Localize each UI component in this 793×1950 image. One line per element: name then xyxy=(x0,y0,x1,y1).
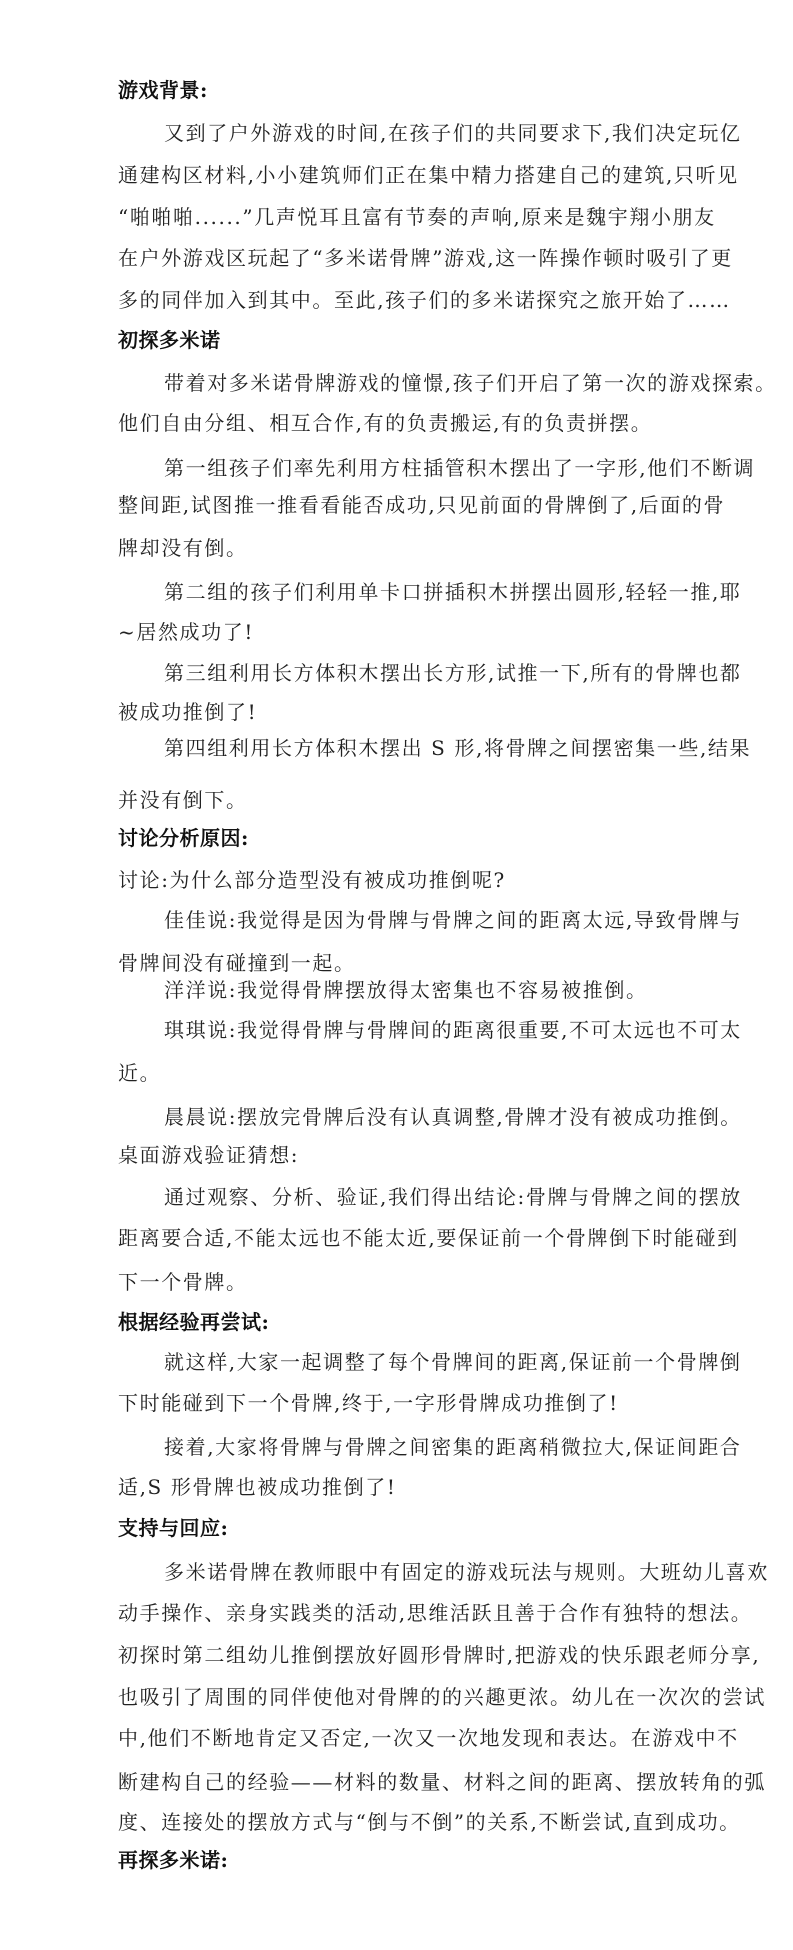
paragraph-line: 下一个骨牌。 xyxy=(118,1270,248,1294)
paragraph-line: 接着,大家将骨牌与骨牌之间密集的距离稍微拉大,保证间距合 xyxy=(164,1435,742,1459)
paragraph-line: 下时能碰到下一个骨牌,终于,一字形骨牌成功推倒了! xyxy=(118,1391,619,1415)
paragraph-line: 第二组的孩子们利用单卡口拼插积木拼摆出圆形,轻轻一推,耶 xyxy=(164,580,742,604)
section-heading: 初探多米诺 xyxy=(118,328,221,352)
paragraph-line: 多米诺骨牌在教师眼中有固定的游戏玩法与规则。大班幼儿喜欢 xyxy=(164,1560,769,1584)
paragraph-line: 被成功推倒了! xyxy=(118,700,258,724)
paragraph-line: 通过观察、分析、验证,我们得出结论:骨牌与骨牌之间的摆放 xyxy=(164,1185,742,1209)
paragraph-line: 距离要合适,不能太远也不能太近,要保证前一个骨牌倒下时能碰到 xyxy=(118,1226,739,1250)
paragraph-line: 第四组利用长方体积木摆出 S 形,将骨牌之间摆密集一些,结果 xyxy=(164,736,752,760)
paragraph-line: 适,S 形骨牌也被成功推倒了! xyxy=(118,1475,397,1499)
paragraph-line: 桌面游戏验证猜想: xyxy=(118,1143,300,1167)
section-heading: 再探多米诺: xyxy=(118,1848,229,1872)
paragraph-line: ~居然成功了! xyxy=(118,620,254,644)
paragraph-line: 整间距,试图推一推看看能否成功,只见前面的骨牌倒了,后面的骨 xyxy=(118,493,726,517)
paragraph-line: 通建构区材料,小小建筑师们正在集中精力搭建自己的建筑,只听见 xyxy=(118,163,739,187)
paragraph-line: 他们自由分组、相互合作,有的负责搬运,有的负责拼摆。 xyxy=(118,411,653,435)
paragraph-line: 度、连接处的摆放方式与“倒与不倒”的关系,不断尝试,直到成功。 xyxy=(118,1810,741,1834)
section-heading: 讨论分析原因: xyxy=(118,826,249,850)
paragraph-line: 晨晨说:摆放完骨牌后没有认真调整,骨牌才没有被成功推倒。 xyxy=(164,1105,742,1129)
paragraph-line: 牌却没有倒。 xyxy=(118,536,248,560)
section-heading: 根据经验再尝试: xyxy=(118,1310,270,1334)
paragraph-line: 就这样,大家一起调整了每个骨牌间的距离,保证前一个骨牌倒 xyxy=(164,1350,742,1374)
paragraph-line: 第一组孩子们率先利用方柱插管积木摆出了一字形,他们不断调 xyxy=(164,456,756,480)
paragraph-line: 骨牌间没有碰撞到一起。 xyxy=(118,951,356,975)
paragraph-line: 动手操作、亲身实践类的活动,思维活跃且善于合作有独特的想法。 xyxy=(118,1601,753,1625)
paragraph-line: 带着对多米诺骨牌游戏的憧憬,孩子们开启了第一次的游戏探索。 xyxy=(164,371,777,395)
paragraph-line: 断建构自己的经验——材料的数量、材料之间的距离、摆放转角的弧 xyxy=(118,1770,766,1794)
section-heading: 支持与回应: xyxy=(118,1516,229,1540)
paragraph-line: 近。 xyxy=(118,1061,162,1085)
paragraph-line: 第三组利用长方体积木摆出长方形,试推一下,所有的骨牌也都 xyxy=(164,661,742,685)
paragraph-line: 讨论:为什么部分造型没有被成功推倒呢? xyxy=(118,868,506,892)
paragraph-line: 也吸引了周围的同伴使他对骨牌的的兴趣更浓。幼儿在一次次的尝试 xyxy=(118,1685,766,1709)
paragraph-line: 佳佳说:我觉得是因为骨牌与骨牌之间的距离太远,导致骨牌与 xyxy=(164,908,742,932)
section-heading: 游戏背景: xyxy=(118,78,208,102)
paragraph-line: 中,他们不断地肯定又否定,一次又一次地发现和表达。在游戏中不 xyxy=(118,1726,739,1750)
paragraph-line: 初探时第二组幼儿推倒摆放好圆形骨牌时,把游戏的快乐跟老师分享, xyxy=(118,1643,761,1667)
paragraph-line: 又到了户外游戏的时间,在孩子们的共同要求下,我们决定玩亿 xyxy=(164,121,742,145)
paragraph-line: 并没有倒下。 xyxy=(118,788,248,812)
paragraph-line: 多的同伴加入到其中。至此,孩子们的多米诺探究之旅开始了…… xyxy=(118,288,731,312)
paragraph-line: 在户外游戏区玩起了“多米诺骨牌”游戏,这一阵操作顿时吸引了更 xyxy=(118,246,733,270)
paragraph-line: 琪琪说:我觉得骨牌与骨牌间的距离很重要,不可太远也不可太 xyxy=(164,1018,742,1042)
paragraph-line: 洋洋说:我觉得骨牌摆放得太密集也不容易被推倒。 xyxy=(164,978,648,1002)
paragraph-line: “啪啪啪......”几声悦耳且富有节奏的声响,原来是魏宇翔小朋友 xyxy=(118,205,716,229)
